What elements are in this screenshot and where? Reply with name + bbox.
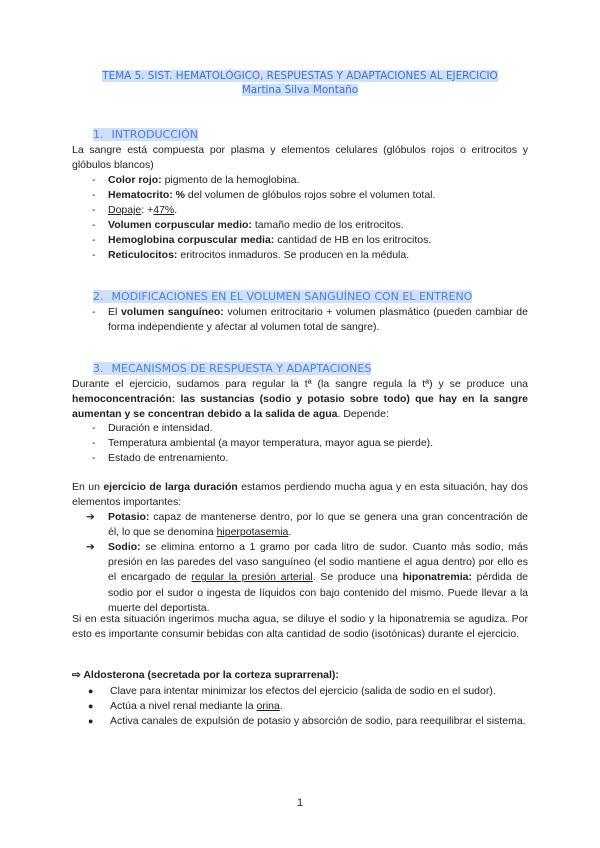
hiperpotasemia-link[interactable]: hiperpotasemia (216, 526, 289, 539)
section-1-intro: La sangre está compuesta por plasma y elementos celulares (glóbulos rojos o eritrocitos y glóbulos blancos) (72, 144, 528, 172)
document-author: Martina Silva Montaño (241, 84, 359, 96)
document-title: TEMA 5. SIST. HEMATOLÓGICO, RESPUESTAS Y ADAPTACIONES AL EJERCICIO (102, 70, 498, 82)
presion-arterial-link[interactable]: regular la presión arterial (191, 571, 313, 584)
arrow-icon: ➔ (86, 541, 95, 553)
aldosterona-heading: ⇨ Aldosterona (secretada por la corteza suprarrenal): (72, 669, 339, 681)
bullet-item: ● Clave para intentar minimizar los efectos del ejercicio (salida de sodio en el sudor). (88, 684, 528, 699)
section-3-paragraph-2: En un ejercicio de larga duración estamos perdiendo mucha agua y en esta situación, hay dos elementos importantes: (72, 481, 528, 509)
list-item: - Color rojo: pigmento de la hemoglobina. (92, 174, 300, 186)
list-item: - Hematocrito: % del volumen de glóbulos rojos sobre el volumen total. (92, 189, 436, 201)
section-3-paragraph-1: Durante el ejercicio, sudamos para regular la tª (la sangre regula la tª) y se produce una hemoconcentración: las sustancias (sodio y potasio sobre todo) que hay en la sangre aumentan y se concentran debido a la salida de agua. Depende: (72, 378, 528, 421)
page-number: 1 (296, 797, 304, 809)
arrow-item-sodio: ➔ Sodio: se elimina entorno a 1 gramo por cada litro de sudor. Cuanto más sodio, más presión en las paredes del vaso sanguíneo (el sodio mantiene el agua dentro) por ello es el encargado de regular la presión arterial. Se produce una hiponatremia: pérdida de sodio por el sudor o ingesta de líquidos con bajo contenido del mismo. Puede llevar a la muerte del deportista. (86, 541, 528, 614)
list-item: - Dopaje: +47%. (92, 204, 178, 216)
bullet-icon: ● (88, 716, 94, 726)
list-item: - Reticulocitos: eritrocitos inmaduros. Se producen en la médula. (92, 249, 410, 261)
arrow-item-potasio: ➔ Potasio: capaz de mantenerse dentro, por lo que se genera una gran concentración de él, lo que se denomina hiperpotasemia. (86, 511, 528, 539)
bullet-item: ● Actúa a nivel renal mediante la orina. (88, 699, 528, 714)
list-item: - Volumen corpuscular medio: tamaño medio de los eritrocitos. (92, 219, 404, 231)
orina-link[interactable]: orina (256, 700, 280, 712)
section-3-paragraph-3: Si en esta situación ingerimos mucha agua, se diluye el sodio y la hiponatremia se agudiza. Por esto es importante consumir bebidas con alta cantidad de sodio (isotónicas) durante el ejercicio. (72, 613, 528, 641)
bullet-icon: ● (88, 701, 94, 711)
section-1-heading: 1. INTRODUCCIÓN (93, 128, 199, 141)
list-item: - El volumen sanguíneo: volumen eritrocitario + volumen plasmático (pueden cambiar de forma independiente y afectar al volumen total de sangre). (92, 306, 528, 334)
section-3-heading: 3. MECANISMOS DE RESPUESTA Y ADAPTACIONES (93, 362, 372, 375)
list-item: - Estado de entrenamiento. (92, 452, 229, 464)
dopaje-link[interactable]: Dopaje (108, 204, 142, 216)
arrow-icon: ➔ (86, 511, 95, 523)
list-item: - Temperatura ambiental (a mayor temperatura, mayor agua se pierde). (92, 437, 434, 449)
bullet-item: ● Activa canales de expulsión de potasio y absorción de sodio, para reequilibrar el sistema. (88, 714, 528, 729)
section-2-heading: 2. MODIFICACIONES EN EL VOLUMEN SANGUÍNEO CON EL ENTRENO (93, 290, 473, 303)
bullet-icon: ● (88, 686, 94, 696)
list-item: - Hemoglobina corpuscular media: cantidad de HB en los eritrocitos. (92, 234, 432, 246)
list-item: - Duración e intensidad. (92, 422, 213, 434)
